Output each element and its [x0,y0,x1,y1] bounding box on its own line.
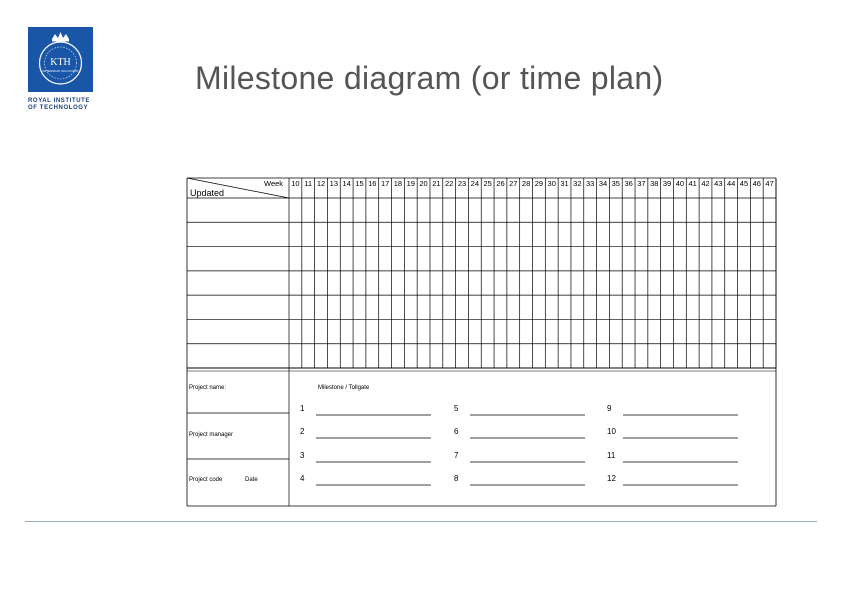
week-number: 46 [752,179,761,188]
week-number: 22 [445,179,454,188]
week-number: 13 [329,179,339,188]
week-number: 33 [585,179,595,188]
week-number: 44 [726,179,736,188]
milestone-number: 9 [607,404,612,413]
week-number: 31 [560,179,569,188]
milestone-number: 8 [454,474,459,483]
project-code-label: Project code [189,477,223,483]
week-number: 11 [304,179,313,188]
week-number: 45 [739,179,749,188]
logo-caption-line1: ROYAL INSTITUTE [28,98,91,104]
week-number: 23 [457,179,467,188]
week-label: Week [264,179,284,188]
week-number: 40 [675,179,685,188]
milestone-number: 7 [454,451,459,460]
logo-seal-text: VETENSKAP OCH KONST [42,69,79,73]
week-number: 24 [470,179,480,188]
week-number: 16 [368,179,377,188]
week-number: 39 [662,179,672,188]
week-number: 25 [483,179,492,188]
week-number: 47 [765,179,774,188]
milestone-number: 12 [607,474,616,483]
week-number: 35 [611,179,620,188]
week-number: 12 [316,179,326,188]
week-number: 18 [393,179,403,188]
week-number: 38 [650,179,659,188]
logo-monogram: KTH [50,57,71,68]
week-number: 15 [355,179,364,188]
week-number: 34 [598,179,608,188]
logo-caption-line2: OF TECHNOLOGY [28,105,89,111]
milestone-number: 1 [300,404,305,413]
milestone-number: 4 [300,474,305,483]
date-label: Date [245,477,258,483]
milestone-number: 10 [607,427,616,436]
week-number: 17 [380,179,390,188]
week-number: 43 [714,179,723,188]
milestone-header: Milestone / Tollgate [318,385,370,391]
week-number: 36 [624,179,633,188]
week-number: 28 [521,179,531,188]
week-number: 14 [342,179,351,188]
week-number: 27 [509,179,518,188]
project-name-label: Project name: [189,385,227,391]
week-number: 30 [547,179,556,188]
week-number: 42 [701,179,710,188]
updated-label: Updated [190,188,225,198]
week-number: 10 [291,179,300,188]
milestone-number: 6 [454,427,459,436]
milestone-number: 11 [607,451,616,460]
form-frame [187,178,776,506]
week-number: 21 [432,179,441,188]
milestone-number: 2 [300,427,305,436]
week-number: 26 [496,179,505,188]
week-number: 32 [573,179,582,188]
week-number: 41 [688,179,697,188]
milestone-number: 3 [300,451,305,460]
footer-rule [25,521,817,522]
week-number: 19 [406,179,415,188]
info-area [189,385,370,483]
project-manager-label: Project manager [189,432,234,438]
page-title: Milestone diagram (or time plan) [195,60,664,96]
week-number: 37 [637,179,646,188]
week-number: 20 [419,179,428,188]
week-number: 29 [534,179,544,188]
milestone-number: 5 [454,404,459,413]
milestone-list [300,404,738,485]
